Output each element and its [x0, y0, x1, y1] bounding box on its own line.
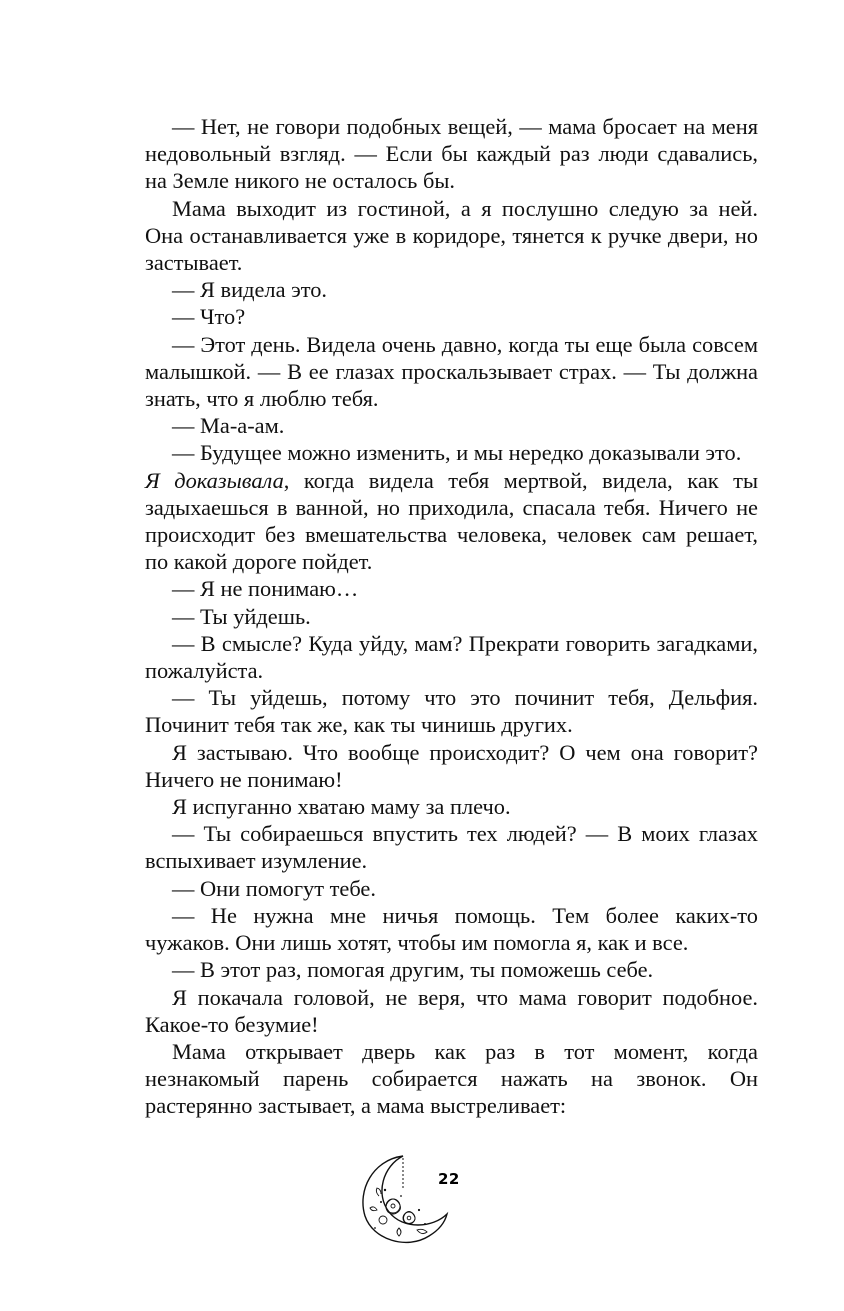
- paragraph: — Что?: [172, 304, 246, 330]
- paragraph: Я испуганно хватаю маму за плечо.: [172, 794, 511, 820]
- paragraph: — В смысле? Куда уйду, мам? Прекрати говорить загадками, пожалуйста.: [145, 630, 758, 684]
- paragraph: — Ты уйдешь, потому что это починит тебя, Дельфия. Починит тебя так же, как ты чинишь других.: [145, 685, 758, 738]
- paragraph: Мама выходит из гостиной, а я послушно следую за ней. Она останавливается уже в коридоре, тянется к ручке двери, но застывает.: [145, 195, 758, 276]
- paragraph: — Не нужна мне ничья помощь. Тем более каких-то чужаков. Они лишь хотят, чтобы им помогла я, как и все.: [145, 902, 758, 956]
- paragraph: — В этот раз, помогая другим, ты поможешь себе.: [172, 957, 654, 983]
- crescent-moon-with-flowers-icon: [355, 1150, 465, 1250]
- paragraph: Я застываю. Что вообще происходит? О чем она говорит? Ничего не понимаю!: [145, 739, 758, 792]
- paragraph: Мама открывает дверь как раз в тот момент, когда незнакомый парень собирается нажать на звонок. Он растерянно застывает, а мама выстреливает:: [145, 1038, 758, 1119]
- paragraph: — Будущее можно изменить, и мы нередко доказывали это.: [172, 440, 742, 466]
- paragraph: — Я видела это.: [172, 277, 328, 303]
- paragraph: [145, 467, 758, 576]
- paragraph: — Ты собираешься впустить тех людей? — В моих глазах вспыхивает изумление.: [145, 821, 758, 874]
- page-number: 22: [438, 1170, 460, 1188]
- paragraph: — Нет, не говори подобных вещей, — мама бросает на меня недовольный взгляд. — Если бы каждый раз люди сдавались, на Земле никого не осталось бы.: [145, 114, 758, 194]
- paragraph: — Ты уйдешь.: [172, 603, 311, 629]
- paragraph: — Ма-а-ам.: [172, 413, 285, 439]
- paragraph: — Я не понимаю…: [172, 576, 359, 602]
- italic-phrase: Я доказывала: [145, 467, 284, 493]
- paragraph-continuation: , когда видела тебя мертвой, видела, как ты задыхаешься в ванной, но приходила, спасала тебя. Ничего не происходит без вмешательства человека, человек сам решает, по какой дороге пойдет.: [145, 467, 759, 575]
- paragraph: — Они помогут тебе.: [172, 875, 376, 901]
- paragraph: Я покачала головой, не веря, что мама говорит подобное. Какое-то безумие!: [145, 984, 758, 1037]
- paragraph: — Этот день. Видела очень давно, когда ты еще была совсем малышкой. — В ее глазах проскальзывает страх. — Ты должна знать, что я люблю тебя.: [145, 331, 758, 412]
- body-text: [145, 113, 758, 1120]
